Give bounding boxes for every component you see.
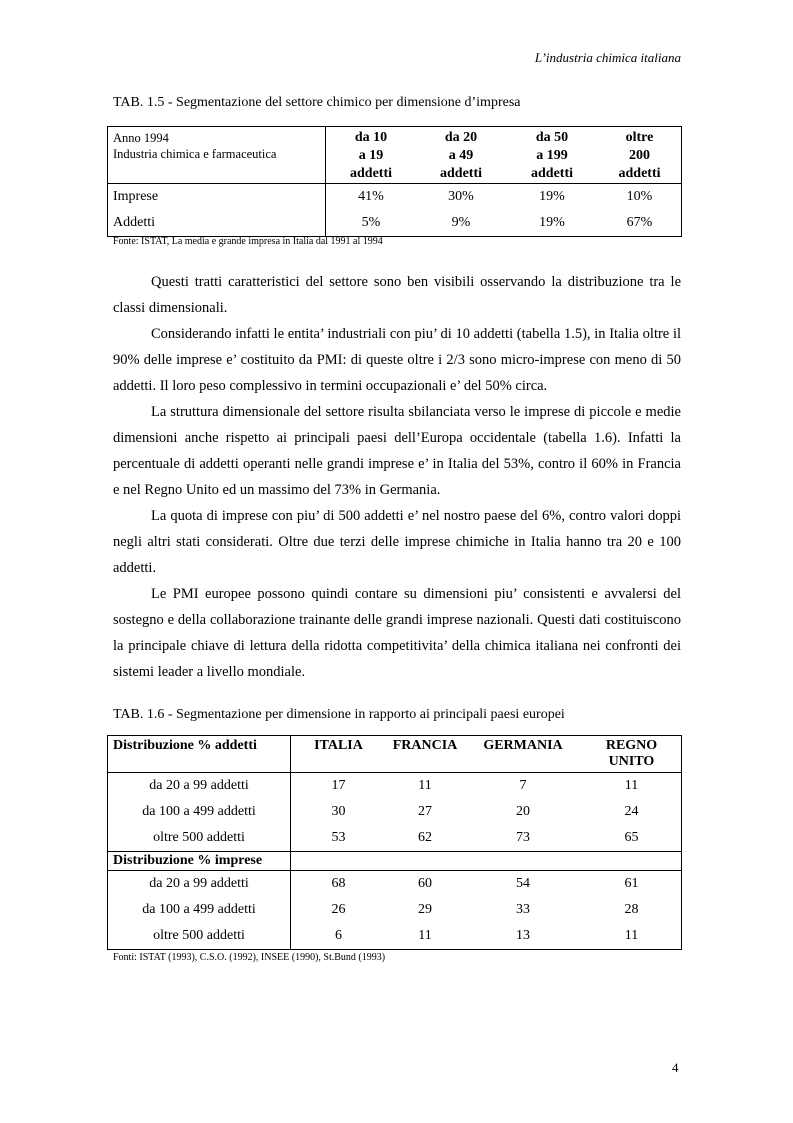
column-header: oltre 200 addetti — [598, 127, 682, 184]
column-header-francia: FRANCIA — [386, 736, 464, 773]
table-1-6-source: Fonti: ISTAT (1993), C.S.O. (1992), INSEE (1990), St.Bund (1993) — [113, 952, 386, 963]
table-cell: 10% — [626, 189, 653, 204]
column-header: da 20 a 49 addetti — [416, 127, 506, 184]
running-header: L’industria chimica italiana — [534, 50, 681, 65]
table-row — [108, 210, 682, 237]
section-imprese-title: Distribuzione % imprese — [108, 852, 291, 871]
table-cell: 33 — [516, 902, 530, 917]
table-cell: 7 — [519, 778, 527, 793]
table-1-5-source: Fonte: ISTAT, La media e grande impresa in Italia dal 1991 al 1994 — [113, 236, 383, 247]
table-cell: 24 — [624, 804, 639, 819]
row-label: Imprese — [108, 184, 326, 211]
column-header-regno-unito: REGNO UNITO — [582, 736, 682, 773]
table-cell: 9% — [451, 215, 471, 230]
table-row — [108, 923, 682, 950]
row-label: da 20 a 99 addetti — [108, 773, 291, 800]
table-cell: 28 — [624, 902, 639, 917]
year-label: Anno 1994 — [113, 131, 169, 145]
table-cell: 20 — [516, 804, 530, 819]
column-header: da 10 a 19 addetti — [326, 127, 417, 184]
row-label: Addetti — [108, 210, 326, 237]
paragraph: Le PMI europee possono quindi contare su dimensioni piu’ consistenti e avvalersi del sostegno e della collaborazione trainante delle grandi imprese nazionali. Questi dati costituiscono la principale chiave di lettura della ridotta competitivita’ della chimica italiana nei confronti dei sistemi leader a livello mondiale. — [113, 586, 681, 680]
paragraph: Considerando infatti le entita’ industriali con piu’ di 10 addetti (tabella 1.5), in Italia oltre il 90% delle imprese e’ costituito da PMI: di queste oltre i 2/3 sono micro-imprese con meno di 50 addetti. Il loro peso complessivo in termini occupazionali e’ del 50% circa. — [113, 326, 681, 394]
table-cell: 13 — [516, 928, 530, 943]
table-cell: 54 — [516, 876, 530, 891]
section-header-row — [108, 852, 682, 871]
table-cell: 41% — [358, 189, 384, 204]
row-label: da 100 a 499 addetti — [108, 897, 291, 923]
table-row — [108, 184, 682, 211]
body-text — [113, 269, 681, 685]
table-cell: 73 — [516, 830, 530, 845]
paragraph: La quota di imprese con piu’ di 500 addetti e’ nel nostro paese del 6%, contro valori doppi negli altri stati considerati. Oltre due terzi delle imprese chimiche in Italia hanno tra 20 e 100 addetti. — [113, 508, 681, 576]
table-cell: 11 — [418, 928, 432, 943]
table-cell: 60 — [418, 876, 432, 891]
table-corner-label — [108, 127, 326, 184]
paragraph: La struttura dimensionale del settore risulta sbilanciata verso le imprese di piccole e medie dimensioni anche rispetto ai principali paesi dell’Europa occidentale (tabella 1.6). Infatti la percentuale di addetti operanti nelle grandi imprese e’ in Italia del 53%, contro il 60% in Francia e nel Regno Unito ed un massimo del 73% in Germania. — [113, 404, 681, 498]
table-cell: 62 — [418, 830, 432, 845]
column-header-italia: ITALIA — [291, 736, 387, 773]
table-row — [108, 897, 682, 923]
table-1-5-caption: TAB. 1.5 - Segmentazione del settore chimico per dimensione d’impresa — [113, 95, 521, 110]
table-row — [108, 773, 682, 800]
table-cell: 53 — [331, 830, 346, 845]
row-label: oltre 500 addetti — [108, 825, 291, 852]
table-row — [108, 825, 682, 852]
row-label: oltre 500 addetti — [108, 923, 291, 950]
table-cell: 11 — [624, 778, 639, 793]
table-cell: 6 — [335, 928, 342, 943]
table-row — [108, 799, 682, 825]
table-cell: 19% — [539, 189, 565, 204]
table-cell: 26 — [331, 902, 346, 917]
table-cell: 17 — [331, 778, 346, 793]
table-cell: 5% — [361, 215, 381, 230]
table-1-6-caption: TAB. 1.6 - Segmentazione per dimensione in rapporto ai principali paesi europei — [113, 707, 565, 722]
row-label: da 20 a 99 addetti — [108, 871, 291, 898]
table-header-row — [108, 127, 682, 184]
table-row — [108, 871, 682, 898]
table-cell: 67% — [626, 215, 653, 230]
table-cell: 11 — [624, 928, 639, 943]
row-label: da 100 a 499 addetti — [108, 799, 291, 825]
page-number: 4 — [672, 1060, 679, 1075]
paragraph: Questi tratti caratteristici del settore sono ben visibili osservando la distribuzione tra le classi dimensionali. — [113, 274, 681, 316]
table-header-row — [108, 736, 682, 773]
column-header-germania: GERMANIA — [464, 736, 582, 773]
table-cell: 61 — [624, 876, 639, 891]
table-cell: 68 — [331, 876, 346, 891]
table-cell: 29 — [418, 902, 432, 917]
table-cell: 30% — [448, 189, 474, 204]
industry-label: Industria chimica e farmaceutica — [113, 147, 277, 161]
table-cell: 11 — [418, 778, 432, 793]
table-1-5 — [107, 126, 682, 237]
table-1-6 — [107, 735, 682, 950]
table-cell: 65 — [624, 830, 639, 845]
table-cell: 30 — [331, 804, 346, 819]
column-header: da 50 a 199 addetti — [506, 127, 598, 184]
section-addetti-title: Distribuzione % addetti — [108, 736, 291, 773]
table-cell: 27 — [418, 804, 432, 819]
table-cell: 19% — [539, 215, 565, 230]
